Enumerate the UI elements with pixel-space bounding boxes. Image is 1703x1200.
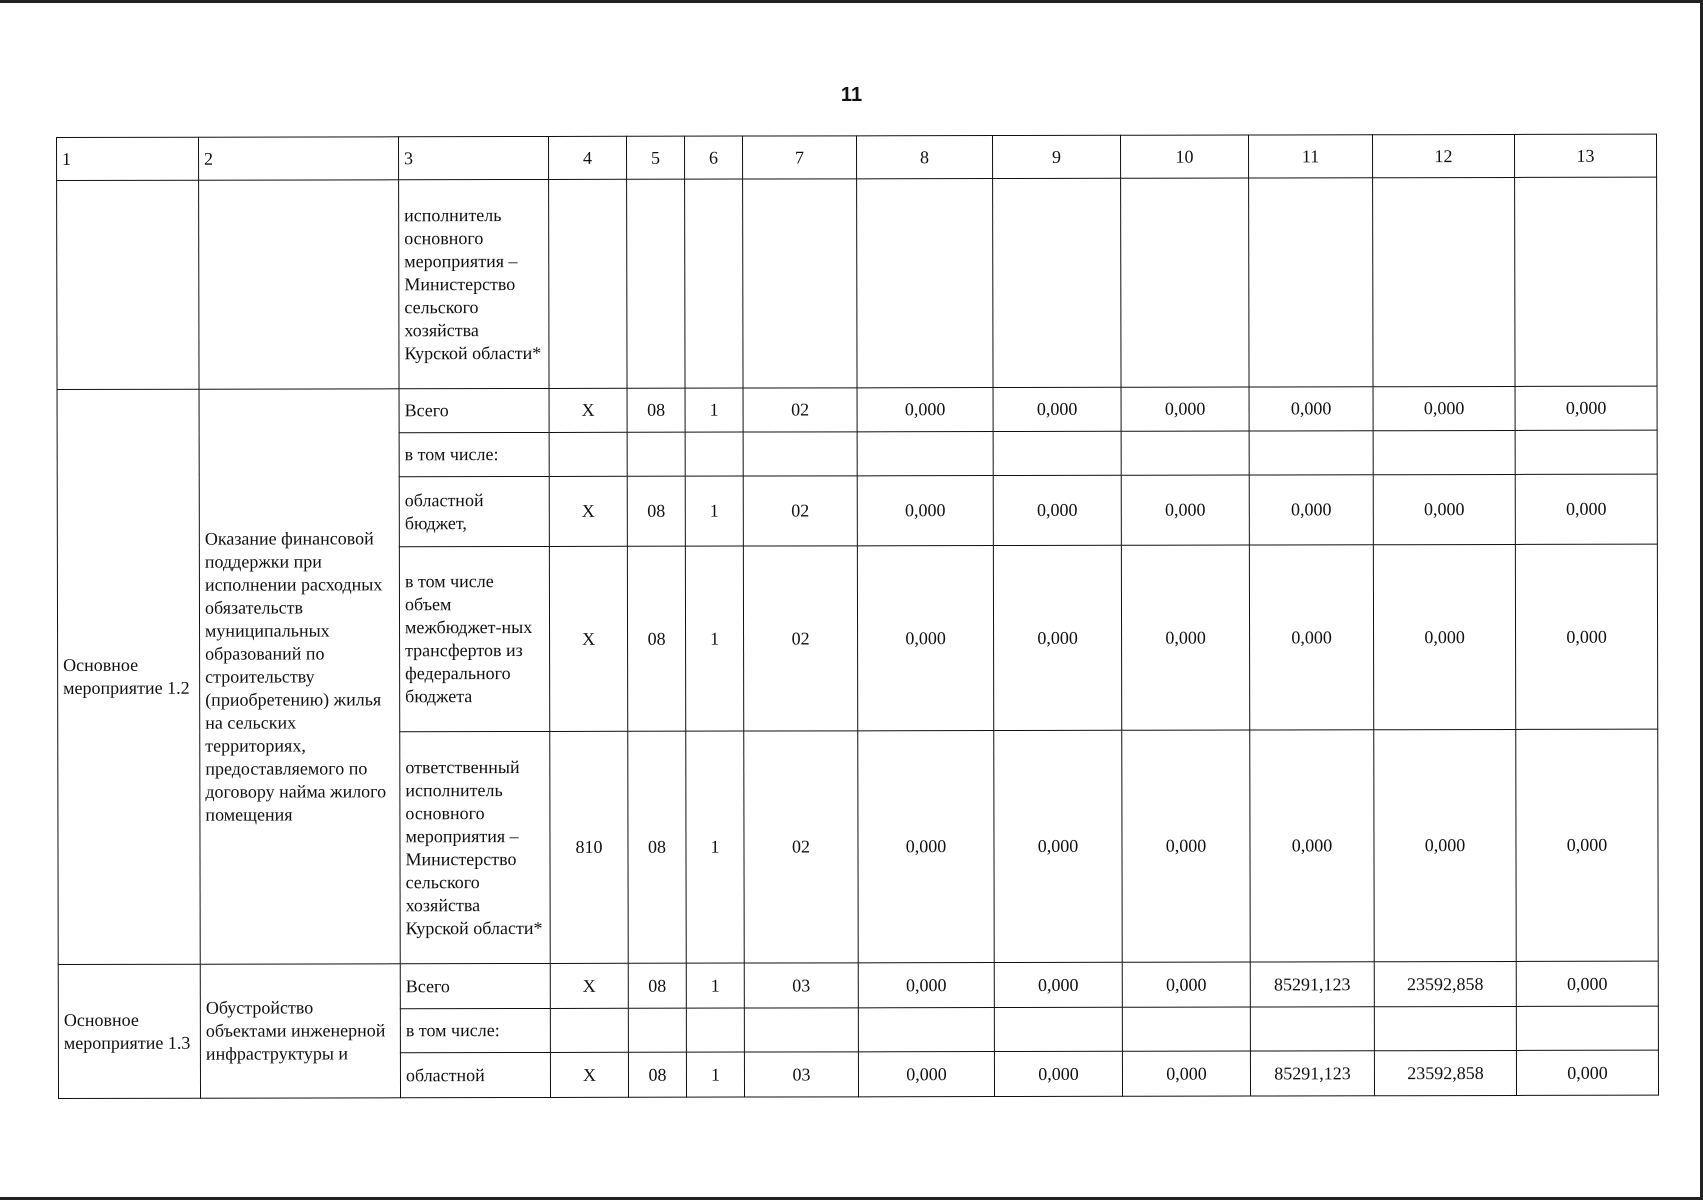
table-cell: 0,000 xyxy=(993,475,1121,545)
table-cell xyxy=(1121,431,1249,475)
table-cell: 85291,123 xyxy=(1250,962,1374,1007)
table-cell xyxy=(628,1008,686,1052)
header-cell: 7 xyxy=(742,136,856,179)
table-cell: 0,000 xyxy=(993,387,1121,431)
table-cell xyxy=(627,179,685,388)
table-cell: 1 xyxy=(685,546,743,731)
table-cell xyxy=(857,432,993,476)
table-cell: 0,000 xyxy=(1515,386,1657,430)
table-cell xyxy=(1373,430,1515,474)
table-cell: 02 xyxy=(743,476,857,546)
table-cell xyxy=(1249,431,1373,475)
table-cell: 0,000 xyxy=(858,1052,994,1097)
table-cell: 08 xyxy=(628,1052,686,1097)
table-cell: 03 xyxy=(744,963,858,1008)
table-cell xyxy=(1249,178,1373,387)
table-cell: 0,000 xyxy=(1516,729,1658,961)
table-cell xyxy=(685,179,743,388)
header-cell: 12 xyxy=(1372,134,1514,177)
table-cell: 0,000 xyxy=(1516,1050,1658,1095)
header-cell: 4 xyxy=(548,136,626,179)
table-cell: 0,000 xyxy=(1373,386,1515,430)
table-cell: 0,000 xyxy=(1515,474,1657,544)
table-cell: 0,000 xyxy=(1249,545,1373,730)
table-cell: Х xyxy=(550,1052,628,1097)
table-cell xyxy=(686,1008,744,1052)
table-cell xyxy=(1250,1007,1374,1051)
header-cell: 11 xyxy=(1248,135,1372,178)
table-cell: 0,000 xyxy=(858,963,994,1008)
header-cell: 9 xyxy=(992,135,1120,178)
table-cell: Х xyxy=(549,476,627,546)
table-cell: Х xyxy=(549,388,627,432)
table-cell: исполнитель основного мероприятия – Министерство сельского хозяйства Курской области* xyxy=(399,179,549,388)
table-cell: 1 xyxy=(686,963,744,1008)
table-cell xyxy=(1122,1007,1250,1051)
table-cell xyxy=(743,432,857,476)
page-number: 11 xyxy=(840,84,863,106)
table-cell: Всего xyxy=(400,963,550,1008)
table-cell xyxy=(685,432,743,476)
table-cell: 1 xyxy=(685,388,743,432)
table-cell: 1 xyxy=(686,1052,744,1097)
table-cell: областной бюджет, xyxy=(399,476,549,546)
header-cell: 6 xyxy=(684,136,742,179)
table-cell xyxy=(1516,1006,1658,1050)
table-cell xyxy=(743,179,857,388)
header-cell: 13 xyxy=(1514,134,1656,177)
table-cell: 03 xyxy=(744,1052,858,1097)
table-cell: 0,000 xyxy=(1249,475,1373,545)
table-cell: 85291,123 xyxy=(1250,1051,1374,1096)
table-row xyxy=(58,961,1658,1009)
table-cell xyxy=(1373,177,1515,386)
table-cell: 08 xyxy=(627,388,685,432)
table-cell: 0,000 xyxy=(1516,961,1658,1006)
table-cell: 0,000 xyxy=(857,388,993,432)
table-cell xyxy=(549,432,627,476)
table-cell: 0,000 xyxy=(1250,730,1374,962)
table-cell: 0,000 xyxy=(1122,1051,1250,1096)
scan-edge-top xyxy=(0,0,1703,3)
table-cell: 0,000 xyxy=(1373,474,1515,544)
header-cell: 1 xyxy=(57,137,199,180)
table-cell xyxy=(994,1007,1122,1051)
table-cell: в том числе: xyxy=(400,1008,550,1052)
table-cell: 0,000 xyxy=(1121,387,1249,431)
table-cell: 1 xyxy=(686,731,744,963)
table-cell: 08 xyxy=(628,963,686,1008)
table-cell xyxy=(57,180,199,389)
table-header-row xyxy=(57,134,1657,180)
table-cell: 0,000 xyxy=(858,731,994,963)
table-cell: Всего xyxy=(399,388,549,432)
table-cell: 0,000 xyxy=(1121,545,1249,730)
table-cell xyxy=(1374,1006,1516,1050)
table-cell: 23592,858 xyxy=(1374,1050,1516,1095)
table-cell: 02 xyxy=(743,388,857,432)
table-cell xyxy=(993,431,1121,475)
table-cell: 0,000 xyxy=(857,546,993,731)
table-cell: 0,000 xyxy=(1122,730,1250,962)
measure-description: Оказание финансовой поддержки при исполнении расходных обязательств муниципальных образований по строительству (приобретению) жилья на сельских территориях, предоставляемого по договору найма жилого помещения xyxy=(199,389,400,964)
measure-label: Основное мероприятие 1.2 xyxy=(57,389,200,964)
table-cell: 02 xyxy=(743,546,857,731)
table-cell: в том числе объем межбюджет-ных трансфертов из федерального бюджета xyxy=(399,546,549,731)
table-cell xyxy=(1515,430,1657,474)
table-cell: областной xyxy=(400,1052,550,1097)
table-cell: 0,000 xyxy=(1374,729,1516,961)
table-cell: 02 xyxy=(744,731,858,963)
table-cell xyxy=(549,179,627,388)
table-cell: 0,000 xyxy=(857,476,993,546)
table-cell: в том числе: xyxy=(399,432,549,476)
table-cell: 0,000 xyxy=(1373,544,1515,729)
table-cell xyxy=(744,1008,858,1052)
table-cell xyxy=(199,180,399,389)
table-cell: 0,000 xyxy=(1249,387,1373,431)
table-cell xyxy=(993,178,1121,387)
table-cell: 0,000 xyxy=(1122,962,1250,1007)
table-cell: 0,000 xyxy=(1515,544,1657,729)
table-cell: ответственный исполнитель основного мероприятия – Министерство сельского хозяйства Курской области* xyxy=(400,731,550,963)
table-cell: 08 xyxy=(628,731,686,963)
table-cell: Х xyxy=(550,963,628,1008)
table-cell: 08 xyxy=(627,546,685,731)
table-cell xyxy=(1515,177,1657,386)
table-row xyxy=(57,177,1657,389)
table-cell xyxy=(858,1008,994,1052)
table-cell: 0,000 xyxy=(994,730,1122,962)
measure-label: Основное мероприятие 1.3 xyxy=(58,964,200,1098)
table-cell xyxy=(550,1008,628,1052)
measure-description: Обустройство объектами инженерной инфраструктуры и xyxy=(200,964,400,1098)
table-cell xyxy=(627,432,685,476)
table-cell: 0,000 xyxy=(994,1051,1122,1096)
table-cell xyxy=(857,179,993,388)
table-cell: Х xyxy=(549,546,627,731)
budget-table xyxy=(56,134,1659,1099)
header-cell: 8 xyxy=(856,136,992,179)
table-cell: 0,000 xyxy=(993,545,1121,730)
header-cell: 10 xyxy=(1120,135,1248,178)
header-cell: 5 xyxy=(626,136,684,179)
table-cell: 0,000 xyxy=(994,962,1122,1007)
table-cell: 08 xyxy=(627,476,685,546)
table-row xyxy=(57,386,1657,433)
table-cell: 23592,858 xyxy=(1374,961,1516,1006)
header-cell: 3 xyxy=(399,136,549,179)
table-cell xyxy=(1121,178,1249,387)
table-cell: 1 xyxy=(685,476,743,546)
header-cell: 2 xyxy=(199,137,399,180)
table-cell: 810 xyxy=(550,731,628,963)
table-cell: 0,000 xyxy=(1121,475,1249,545)
